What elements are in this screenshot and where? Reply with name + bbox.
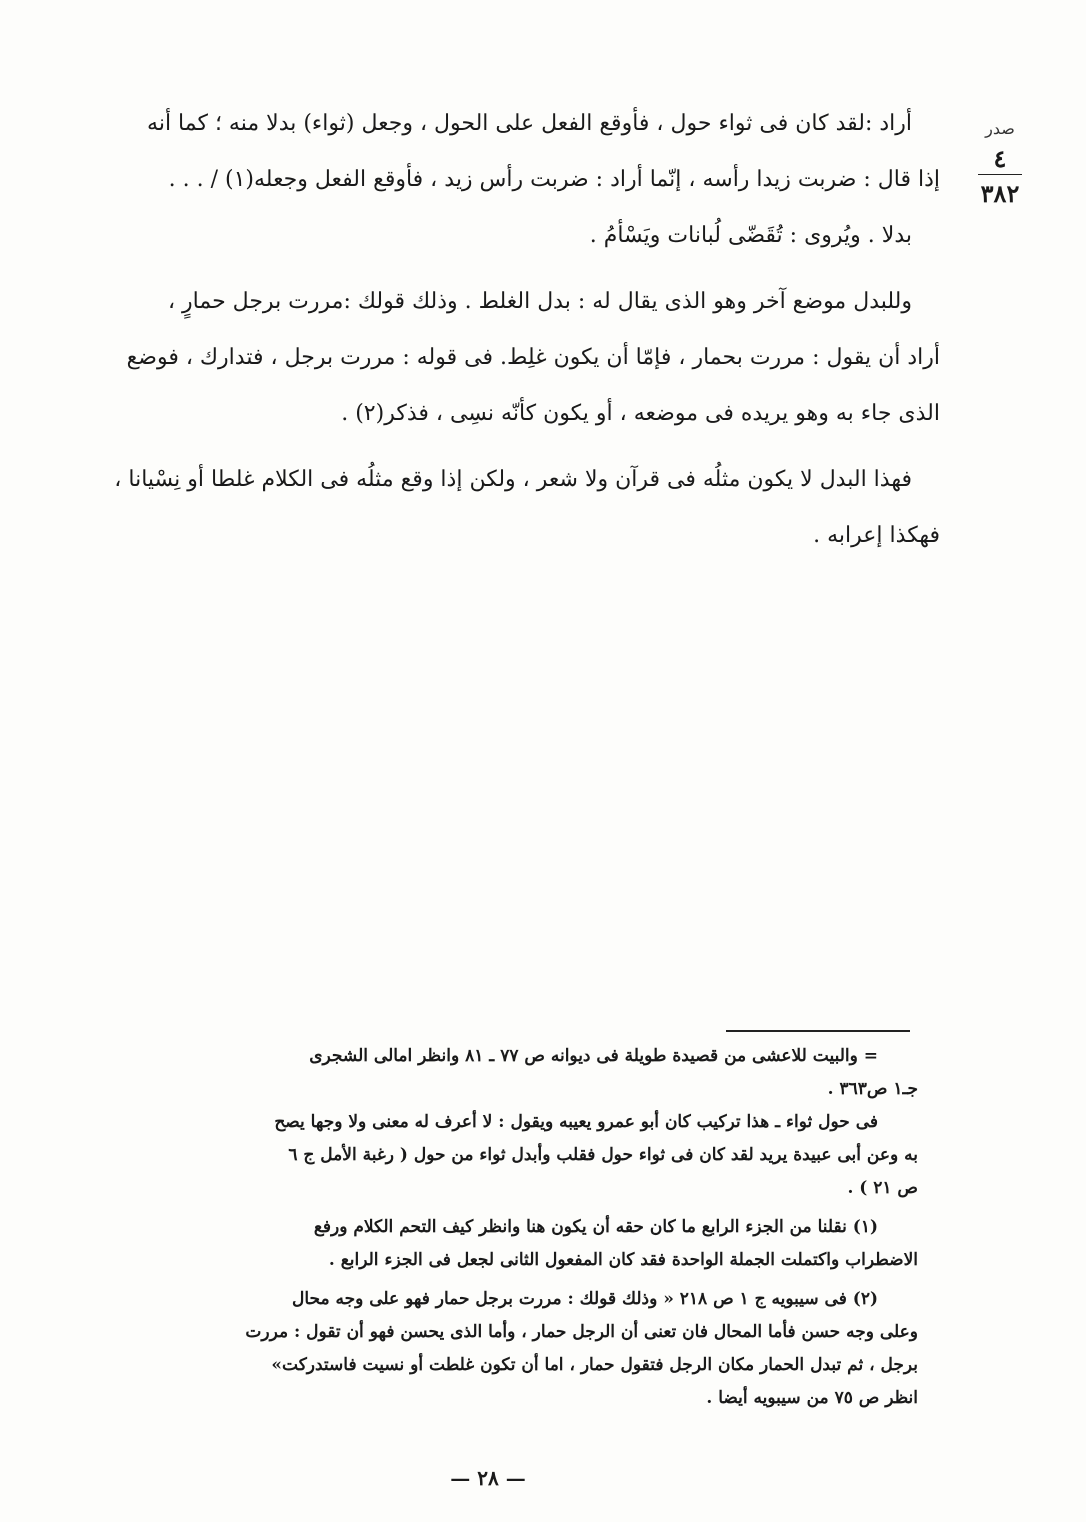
footnotes-section xyxy=(68,1040,918,1415)
footnote-separator xyxy=(726,1030,910,1032)
text-line: فهكذا إعرابه . xyxy=(813,523,940,548)
footnote-2-line: (٢) فى سيبويه ج ١ ص ٢١٨ « وذلك قولك : مررت برجل حمار فهو على وجه محال xyxy=(291,1289,878,1309)
text-line: أراد :لقد كان فى ثواء حول ، فأوقع الفعل على الحول ، وجعل (ثواء) بدلا منه ؛ كما أنه xyxy=(147,111,912,136)
text-line: وللبدل موضع آخر وهو الذى يقال له : بدل الغلط . وذلك قولك :مررت برجل حمارٍ ، xyxy=(167,289,912,314)
margin-page-reference: ٣٨٢ xyxy=(980,179,1020,208)
margin-divider xyxy=(978,174,1022,175)
footnote-1-line: (١) نقلنا من الجزء الرابع ما كان حقه أن يكون هنا وانظر كيف التحم الكلام ورفع xyxy=(313,1217,878,1237)
text-line: إذا قال : ضربت زيدا رأسه ، إنّما أراد : ضربت رأس زيد ، فأوقع الفعل وجعله(١) / . . . xyxy=(168,167,940,192)
footnote-line: = والبيت للاعشى من قصيدة طويلة فى ديوانه ص ٧٧ ـ ٨١ وانظر امالى الشجرى xyxy=(309,1046,878,1066)
page-number: — ٢٨ — xyxy=(450,1466,526,1490)
footnote-2-line: برجل ، ثم تبدل الحمار مكان الرجل فتقول حمار ، اما أن تكون غلطت أو نسيت فاستدركت» xyxy=(271,1355,918,1375)
footnote-2-line: انظر ص ٧٥ من سيبويه أيضا . xyxy=(706,1388,918,1408)
text-line: بدلا . ويُروى : تُقَضّى لُبانات ويَسْأمُ . xyxy=(589,223,912,248)
main-text-body xyxy=(70,96,940,564)
margin-label: صدر xyxy=(985,119,1015,138)
footnote-line: به وعن أبى عبيدة يريد لقد كان فى ثواء حول فقلب وأبدل ثواء من حول ( رغبة الأمل ج ٦ xyxy=(288,1145,918,1165)
footnote-2-line: وعلى وجه حسن فأما المحال فان تعنى أن الرجل حمار ، وأما الذى يحسن فهو أن تقول : مررت xyxy=(245,1322,918,1342)
paragraph-gap xyxy=(70,264,940,274)
text-line: أراد أن يقول : مررت بحمار ، فإمّا أن يكون غلِط. فى قوله : مررت برجل ، فتدارك ، فوضع xyxy=(126,345,940,370)
footnote-line: جـ١ ص٣٦٣ . xyxy=(827,1079,918,1099)
footnote-line: ص ٢١ ) . xyxy=(847,1178,918,1198)
footnote-line: فى حول ثواء ـ هذا تركيب كان أبو عمرو يعيبه ويقول : لا أعرف له معنى ولا وجها يصح xyxy=(274,1112,878,1132)
margin-volume-number: ٤ xyxy=(993,144,1007,173)
text-line: الذى جاء به وهو يريده فى موضعه ، أو يكون كأنّه نسِى ، فذكر(٢) . xyxy=(341,401,940,426)
paragraph-gap xyxy=(70,442,940,452)
text-line: فهذا البدل لا يكون مثلُه فى قرآن ولا شعر ، ولكن إذا وقع مثلُه فى الكلام غلطا أو نِسْيانا ، xyxy=(114,467,912,492)
margin-reference xyxy=(960,112,1040,209)
footnote-1-line: الاضطراب واكتملت الجملة الواحدة فقد كان المفعول الثانى لجعل فى الجزء الرابع . xyxy=(328,1250,918,1270)
